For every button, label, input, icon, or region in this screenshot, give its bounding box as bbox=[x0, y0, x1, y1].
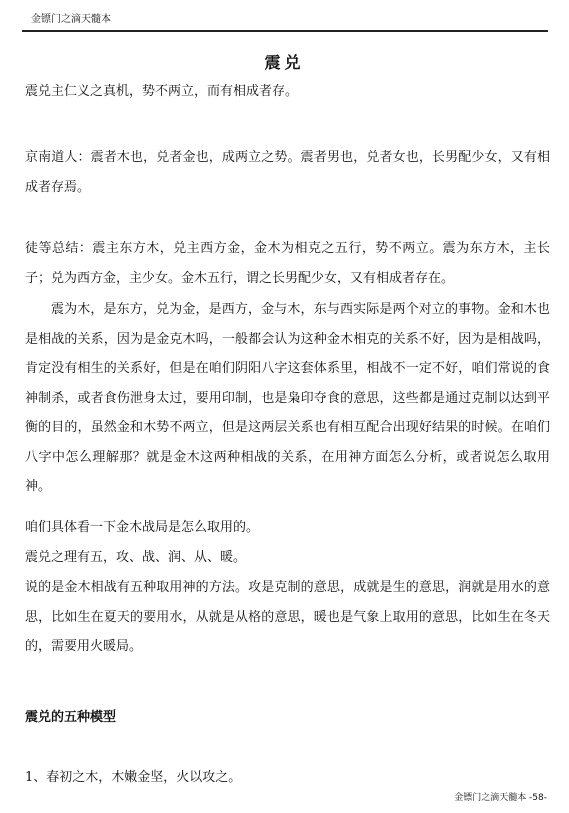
paragraph-2: 京南道人：震者木也，兑者金也，成两立之势。震者男也，兑者女也，长男配少女，又有相成者存焉。 bbox=[25, 150, 550, 195]
paragraph-5: 咱们具体看一下金木战局是怎么取用的。 bbox=[25, 520, 260, 535]
header-title: 金镖门之滴天髓本 bbox=[31, 14, 111, 25]
header-divider bbox=[22, 30, 548, 32]
paragraph-7: 说的是金木相战有五种取用神的方法。攻是克制的意思，成就是生的意思，润就是用水的意思，比如生在夏天的要用水，从就是从格的意思，暖也是气象上取用的意思，比如生在冬天的，需要用火暖局。 bbox=[25, 580, 550, 654]
document-title: 震兑 bbox=[264, 53, 305, 72]
paragraph-1: 震兑主仁义之真机，势不两立，而有相成者存。 bbox=[25, 84, 299, 99]
page-footer: 金镖门之滴天髓本 -58- bbox=[454, 793, 547, 803]
list-item: 1、春初之木，木嫩金坚，火以攻之。 bbox=[25, 770, 242, 785]
paragraph-6: 震兑之理有五，攻、战、润、从、暖。 bbox=[25, 550, 247, 565]
section-heading: 震兑的五种模型 bbox=[25, 710, 117, 725]
paragraph-4: 震为木，是东方，兑为金，是西方，金与木，东与西实际是两个对立的事物。金和木也是相战的关系，因为是金克木吗，一般都会认为这种金木相克的关系不好，因为是相战吗，肯定没有相生的关系好，但是在咱们阴阳八字这套体系里，相战不一定不好，咱们常说的食神制杀，或者食伤泄身太过，要用印制，也是枭印夺食的意思，这些都是通过克制以达到平衡的目的，虽然金和木势不两立，但是这两层关系也有相互配合出现好结果的时候。在咱们八字中怎么理解那？就是金木这两种相战的关系，在用神方面怎么分析，或者说怎么取用神。 bbox=[25, 302, 550, 494]
paragraph-3: 徒等总结：震主东方木，兑主西方金，金木为相克之五行，势不两立。震为东方木，主长子；兑为西方金，主少女。金木五行，谓之长男配少女，又有相成者存在。 bbox=[25, 241, 550, 286]
